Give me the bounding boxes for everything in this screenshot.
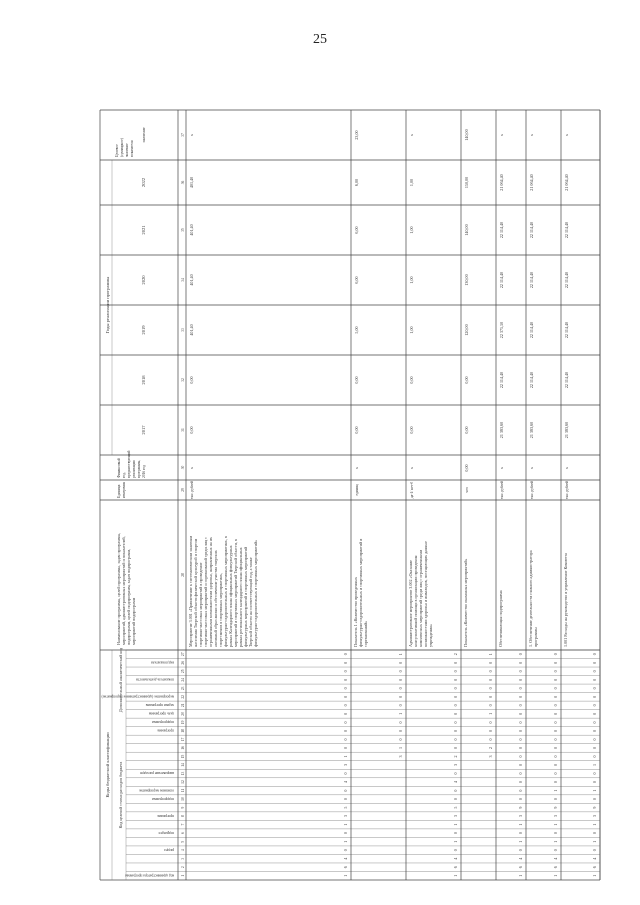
code-digit: 3 <box>553 815 558 818</box>
code-digit: 0 <box>592 670 597 673</box>
code-digit: 0 <box>592 832 597 835</box>
code-digit: 0 <box>453 832 458 835</box>
code-digit: 0 <box>518 721 523 724</box>
code-digit: 2 <box>488 746 493 749</box>
row-value-v2017: 0,00 <box>189 426 194 434</box>
code-digit: 0 <box>398 687 403 690</box>
code-digit: 6 <box>553 866 558 869</box>
code-digit: 0 <box>518 678 523 681</box>
row-unit: тыс. рублей <box>190 481 194 499</box>
code-digit: 0 <box>592 721 597 724</box>
code-col-header: код администратора программы <box>125 873 174 878</box>
code-digit: 0 <box>453 704 458 707</box>
header-final-sub: значение <box>141 127 146 143</box>
row-value-v2021: 140,00 <box>464 224 469 236</box>
code-digit: 1 <box>518 823 523 826</box>
code-digit: 1 <box>553 874 558 877</box>
code-digit: 0 <box>343 738 348 741</box>
code-digit: 0 <box>343 798 348 801</box>
col-number: 12 <box>181 780 185 784</box>
row-name: Обеспечивающая подпрограмма <box>498 590 503 647</box>
row-fin: х <box>409 466 414 470</box>
code-digit: 4 <box>343 781 348 784</box>
col-number: 2 <box>181 866 185 869</box>
code-digit: 0 <box>488 661 493 664</box>
code-digit: 0 <box>398 661 403 664</box>
code-col-header: программа <box>157 813 174 818</box>
code-digit: 4 <box>592 857 597 860</box>
col-number: 9 <box>181 806 185 809</box>
code-digit: 6 <box>592 866 597 869</box>
code-digit: 3 <box>592 815 597 818</box>
code-col-header: программа <box>157 728 174 733</box>
code-digit: 0 <box>453 670 458 673</box>
code-digit: 0 <box>343 772 348 775</box>
col-number: 29 <box>181 488 185 492</box>
code-digit: 0 <box>453 746 458 749</box>
row-value-v2020: 130,00 <box>464 274 469 286</box>
code-digit: 6 <box>343 866 348 869</box>
header-year-2018: 2018 <box>141 375 146 385</box>
code-digit: 0 <box>518 789 523 792</box>
row-value-v2019: 120,00 <box>464 324 469 336</box>
code-digit: 0 <box>343 653 348 656</box>
code-digit: 0 <box>398 729 403 732</box>
code-digit: 0 <box>553 772 558 775</box>
header-extra-codes: Дополнительный аналитический код <box>118 647 123 713</box>
header-year-2022: 2022 <box>141 177 146 188</box>
header-year-2020: 2020 <box>141 275 146 285</box>
row-value-v2019: 22 114,40 <box>564 321 569 339</box>
code-digit: 0 <box>398 704 403 707</box>
row-value-final: х <box>499 133 504 137</box>
code-digit: 0 <box>488 678 493 681</box>
code-col-header: подпрограмма <box>152 720 174 725</box>
header-name-column: Наименование программы, целей программы, задач программы,мероприятий, административных мероприятий и показателей,подпрограмм, целей подпрограмм, задач подпрограмм,мероприятий подпрограмм <box>116 532 136 645</box>
code-digit: 0 <box>553 712 558 715</box>
code-digit: 0 <box>518 712 523 715</box>
row-unit: тыс. рублей <box>530 481 534 499</box>
code-digit: 0 <box>592 798 597 801</box>
col-number: 37 <box>181 133 185 137</box>
code-digit: 0 <box>518 695 523 698</box>
code-digit: 2 <box>453 755 458 758</box>
header-final-column: Целевое(суммарное)значениепоказателя <box>115 138 134 157</box>
header-year-2021: 2021 <box>141 225 146 235</box>
code-digit: 0 <box>453 661 458 664</box>
code-digit: 0 <box>453 695 458 698</box>
table-group <box>100 110 600 880</box>
code-digit: 1 <box>343 840 348 843</box>
code-col-header: показатель деятельности <box>136 677 174 682</box>
header-unit-column: Единицаизмерения <box>117 481 126 498</box>
row-name: Административное мероприятие 3.002 «Оказаниеконсультативной помощи в организации проведениякомплексных мероприятий среди лиц с ограниченнымивозможностями здоровья и инвалидов, посещающих данныеучреждения» <box>408 541 433 647</box>
row-value-v2019: 1,00 <box>409 326 414 334</box>
code-digit: 0 <box>553 695 558 698</box>
code-digit: 0 <box>343 661 348 664</box>
code-digit: 0 <box>553 653 558 656</box>
code-digit: 0 <box>488 721 493 724</box>
code-digit: 0 <box>592 755 597 758</box>
code-digit: 1 <box>343 755 348 758</box>
row-fin: 0,00 <box>464 464 469 472</box>
code-digit: 0 <box>518 687 523 690</box>
code-digit: 0 <box>453 772 458 775</box>
code-digit: 3 <box>398 755 403 758</box>
row-value-v2021: 1,00 <box>409 226 414 234</box>
code-digit: 0 <box>453 712 458 715</box>
code-digit: 0 <box>553 687 558 690</box>
row-value-v2020: 22 114,40 <box>564 271 569 289</box>
code-digit: 0 <box>488 695 493 698</box>
header-codes-budget: Коды бюджетной классификации <box>105 732 110 798</box>
code-digit: 0 <box>398 695 403 698</box>
code-digit: 0 <box>488 738 493 741</box>
code-digit: 0 <box>343 670 348 673</box>
header-codes-expense: Код целевой статьи расходов бюджета <box>118 761 123 829</box>
code-digit: 0 <box>553 798 558 801</box>
code-digit: 3 <box>453 763 458 767</box>
code-digit: 0 <box>518 781 523 784</box>
code-digit: 0 <box>398 678 403 681</box>
col-number: 33 <box>181 328 185 332</box>
col-number: 32 <box>181 378 185 382</box>
row-value-v2018: 22 114,40 <box>499 371 504 389</box>
code-digit: 0 <box>553 670 558 673</box>
row-value-v2017: 21 383,60 <box>499 421 504 439</box>
code-digit: 0 <box>518 832 523 835</box>
code-digit: 0 <box>398 721 403 724</box>
row-value-v2022: 150,00 <box>464 176 469 189</box>
col-number: 4 <box>181 849 185 852</box>
code-digit: 9 <box>592 806 597 809</box>
code-digit: 0 <box>592 772 597 775</box>
code-digit: 0 <box>518 755 523 758</box>
row-unit: чел <box>465 487 469 493</box>
code-digit: 1 <box>592 840 597 843</box>
row-unit: тыс. рублей <box>500 481 504 499</box>
code-digit: 0 <box>518 849 523 852</box>
code-col-header: направление расходов <box>140 771 174 776</box>
code-digit: 0 <box>343 746 348 749</box>
code-digit: 1 <box>518 874 523 877</box>
code-digit: 0 <box>343 721 348 724</box>
code-digit: 0 <box>343 695 348 698</box>
code-digit: 1 <box>398 712 403 715</box>
col-number: 15 <box>181 754 185 759</box>
row-value-v2022: 21 064,40 <box>564 174 569 191</box>
code-digit: 4 <box>453 781 458 784</box>
row-value-final: х <box>189 133 194 137</box>
code-digit: 0 <box>488 729 493 732</box>
code-digit: 0 <box>553 678 558 681</box>
row-value-v2018: 22 114,40 <box>529 371 534 389</box>
code-digit: 1 <box>488 653 493 656</box>
code-digit: 0 <box>343 678 348 681</box>
col-number: 5 <box>181 840 185 843</box>
code-digit: 0 <box>453 738 458 741</box>
code-digit: 6 <box>518 866 523 869</box>
code-digit: 0 <box>592 695 597 698</box>
row-value-v2022: 21 064,40 <box>499 174 504 191</box>
code-col-header: подпрограмма <box>152 796 174 801</box>
code-col-header: цель программы <box>148 711 174 716</box>
header-year-2017: 2017 <box>141 425 146 435</box>
row-value-v2022: 1,00 <box>409 178 414 187</box>
col-number: 20 <box>181 712 185 716</box>
code-digit: 0 <box>592 712 597 715</box>
code-digit: 1 <box>592 789 597 792</box>
row-value-v2019: 5,00 <box>354 326 359 334</box>
code-digit: 1 <box>518 840 523 843</box>
code-digit: 1 <box>553 840 558 843</box>
code-digit: 0 <box>453 849 458 852</box>
row-name: Мероприятие 3.001 «Привлечение к систематическим занятиямнаселения Тверской области физической культурой и спортомспортивно-массовых мероприятий в проведениеспортивно-массовых мероприятий и соревнований среди лиц сограниченными возможностями здоровья, направленных на ихактивный образ жизни и обеспечение участия тверскихспортсменов в спортивных мероприятиях,физкультурно-оздоровительных и спортивных мероприятиях, врамках Календарного плана официальных физкультурныхмероприятий и спортивных мероприятий Тверской области, врамках регионального календарного плана официальныхфизкультурных мероприятий и спортивных мероприятийТверской области на соответствующий год, а такжефизкультурно-оздоровительных и спортивных мероприятий» <box>188 535 258 647</box>
code-digit: 0 <box>518 738 523 741</box>
row-value-v2018: 0,00 <box>464 376 469 384</box>
row-value-v2022: 401,40 <box>189 176 194 189</box>
code-digit: 0 <box>343 832 348 835</box>
row-value-v2021: 6,00 <box>354 226 359 234</box>
code-digit: 0 <box>592 738 597 741</box>
row-name: 1. Обеспечение деятельности главного администраторапрограммы <box>528 550 538 647</box>
row-value-v2019: 401,40 <box>189 324 194 336</box>
code-digit: 9 <box>518 806 523 809</box>
code-digit: 4 <box>453 857 458 860</box>
code-digit: 3 <box>453 815 458 818</box>
row-value-v2021: 401,40 <box>189 224 194 236</box>
col-number: 28 <box>181 573 185 577</box>
code-digit: 0 <box>553 721 558 724</box>
row-fin: х <box>529 466 534 470</box>
col-number: 21 <box>181 703 185 708</box>
row-value-v2022: 6,00 <box>354 178 359 187</box>
code-digit: 1 <box>592 763 597 767</box>
code-digit: 0 <box>553 832 558 835</box>
row-value-final: х <box>409 133 414 137</box>
code-digit: 1 <box>398 746 403 749</box>
code-digit: 0 <box>453 687 458 690</box>
code-col-header: вид показателя <box>151 660 174 665</box>
header-fin-column: Финансовыйгод,предшествующийреализациипрограммы,2016 год <box>117 450 146 478</box>
col-number: 34 <box>181 278 185 282</box>
row-value-v2020: 1,00 <box>409 276 414 284</box>
row-value-v2018: 0,00 <box>409 376 414 384</box>
code-digit: 1 <box>343 823 348 826</box>
row-fin: х <box>564 466 569 470</box>
code-digit: 0 <box>592 704 597 707</box>
code-digit: 5 <box>343 806 348 809</box>
code-digit: 3 <box>343 763 348 767</box>
col-number: 8 <box>181 815 185 818</box>
code-digit: 1 <box>592 874 597 877</box>
col-number: 7 <box>181 823 185 826</box>
row-value-v2018: 0,00 <box>189 376 194 384</box>
col-number: 23 <box>181 686 185 691</box>
col-number: 10 <box>181 797 185 801</box>
code-digit: 0 <box>518 763 523 767</box>
code-digit: 0 <box>592 729 597 732</box>
code-digit: 0 <box>592 661 597 664</box>
code-digit: 0 <box>518 653 523 656</box>
code-col-header: задачи программы <box>145 703 174 708</box>
code-digit: 0 <box>518 670 523 673</box>
code-digit: 0 <box>592 849 597 852</box>
code-digit: 4 <box>553 857 558 860</box>
page-number: 25 <box>313 32 327 47</box>
col-number: 22 <box>181 695 185 699</box>
row-value-v2019: 22 375,50 <box>499 321 504 339</box>
code-digit: 0 <box>343 704 348 707</box>
code-digit: 0 <box>343 849 348 852</box>
code-digit: 0 <box>553 763 558 767</box>
col-number: 14 <box>181 763 185 767</box>
code-digit: 0 <box>453 678 458 681</box>
code-digit: 0 <box>453 721 458 724</box>
row-value-v2020: 22 114,40 <box>499 271 504 289</box>
col-number: 6 <box>181 832 185 835</box>
code-digit: 0 <box>343 789 348 792</box>
row-name: Показатель 1 «Количество проведенныхфизкультурно-оздоровительных и спортивных мероприятий исоревнований» <box>353 538 368 647</box>
col-number: 18 <box>181 729 185 733</box>
col-number: 26 <box>181 660 185 665</box>
row-value-v2017: 21 383,60 <box>529 421 534 439</box>
col-number: 27 <box>181 652 185 657</box>
row-value-final: 23,00 <box>354 130 359 140</box>
code-digit: 0 <box>518 661 523 664</box>
row-fin: х <box>189 466 194 470</box>
row-fin: х <box>354 466 359 470</box>
col-number: 36 <box>181 180 185 185</box>
row-value-v2019: 22 114,40 <box>529 321 534 339</box>
code-digit: 0 <box>553 755 558 758</box>
code-col-header: основное мероприятие <box>138 788 174 793</box>
code-digit: 0 <box>398 670 403 673</box>
code-col-header: мероприятие (административное мероприятие) <box>101 694 174 699</box>
code-digit: 0 <box>518 729 523 732</box>
col-number: 3 <box>181 857 185 860</box>
code-digit: 6 <box>453 866 458 869</box>
code-digit: 3 <box>518 815 523 818</box>
col-number: 31 <box>181 428 185 432</box>
code-digit: 0 <box>453 789 458 792</box>
header-year-2019: 2019 <box>141 325 146 335</box>
code-digit: 4 <box>343 857 348 860</box>
row-value-final: х <box>529 133 534 137</box>
code-digit: 1 <box>488 712 493 715</box>
code-digit: 1 <box>553 789 558 792</box>
row-value-v2020: 401,40 <box>189 274 194 286</box>
row-value-final: 140,00 <box>464 129 469 141</box>
col-number: 19 <box>181 720 185 725</box>
code-digit: 1 <box>453 840 458 843</box>
row-value-final: х <box>564 133 569 137</box>
row-value-v2021: 22 114,40 <box>564 221 569 239</box>
row-unit: тыс. рублей <box>565 481 569 499</box>
row-value-v2017: 0,00 <box>464 426 469 434</box>
code-digit: 1 <box>553 823 558 826</box>
code-digit: 0 <box>592 781 597 784</box>
row-value-v2017: 0,00 <box>409 426 414 434</box>
code-digit: 0 <box>592 678 597 681</box>
code-digit: 1 <box>592 823 597 826</box>
code-digit: 0 <box>592 687 597 690</box>
row-unit: единиц <box>355 484 359 496</box>
code-digit: 1 <box>343 874 348 877</box>
code-digit: 0 <box>592 653 597 656</box>
code-digit: 0 <box>343 687 348 690</box>
code-digit: 1 <box>453 823 458 826</box>
code-digit: 0 <box>343 729 348 732</box>
code-digit: 0 <box>553 849 558 852</box>
code-digit: 0 <box>553 746 558 749</box>
code-digit: 0 <box>518 772 523 775</box>
code-digit: 0 <box>488 704 493 707</box>
code-digit: 0 <box>553 781 558 784</box>
code-digit: 2 <box>453 653 458 656</box>
row-value-v2018: 0,00 <box>354 376 359 384</box>
row-value-v2020: 6,00 <box>354 276 359 284</box>
code-col-header: раздел <box>164 847 174 852</box>
row-value-v2021: 22 114,40 <box>499 221 504 239</box>
code-digit: 0 <box>343 712 348 715</box>
row-value-v2022: 21 064,40 <box>529 174 534 191</box>
code-digit: 0 <box>453 729 458 732</box>
code-digit: 1 <box>398 653 403 656</box>
code-digit: 5 <box>453 806 458 809</box>
col-number: 24 <box>181 678 185 682</box>
row-fin: х <box>499 466 504 470</box>
col-number: 25 <box>181 669 185 674</box>
code-digit: 0 <box>518 798 523 801</box>
code-digit: 0 <box>453 798 458 801</box>
row-value-v2017: 21 383,60 <box>564 421 569 439</box>
row-name: Показатель «Количество оказанных мероприятий» <box>463 558 468 647</box>
code-digit: 3 <box>488 755 493 758</box>
code-digit: 4 <box>518 857 523 860</box>
code-digit: 0 <box>518 704 523 707</box>
code-digit: 0 <box>553 704 558 707</box>
row-unit: да-1/ нет-0 <box>410 481 414 499</box>
code-digit: 1 <box>453 874 458 877</box>
code-digit: 0 <box>518 746 523 749</box>
code-digit: 0 <box>553 661 558 664</box>
code-digit: 0 <box>488 670 493 673</box>
code-digit: 0 <box>553 738 558 741</box>
code-digit: 0 <box>553 729 558 732</box>
code-digit: 0 <box>592 746 597 749</box>
col-number: 1 <box>181 874 185 877</box>
col-number: 35 <box>181 228 185 232</box>
row-name: 1.001 Расходы на руководство и управление Комитета <box>563 553 568 647</box>
code-digit: 0 <box>398 738 403 741</box>
col-number: 17 <box>181 737 185 742</box>
col-number: 16 <box>181 746 185 750</box>
row-value-v2018: 22 114,40 <box>564 371 569 389</box>
col-number: 13 <box>181 771 185 776</box>
code-digit: 3 <box>343 815 348 818</box>
col-number: 11 <box>181 788 185 793</box>
col-number: 30 <box>181 465 185 470</box>
row-value-v2021: 22 114,40 <box>529 221 534 239</box>
header-years-group: Годы реализации программы <box>105 276 110 334</box>
row-value-v2020: 22 114,40 <box>529 271 534 289</box>
row-value-v2017: 0,00 <box>354 426 359 434</box>
code-col-header: подраздел <box>158 830 174 835</box>
code-digit: 9 <box>553 806 558 809</box>
code-digit: 0 <box>488 687 493 690</box>
